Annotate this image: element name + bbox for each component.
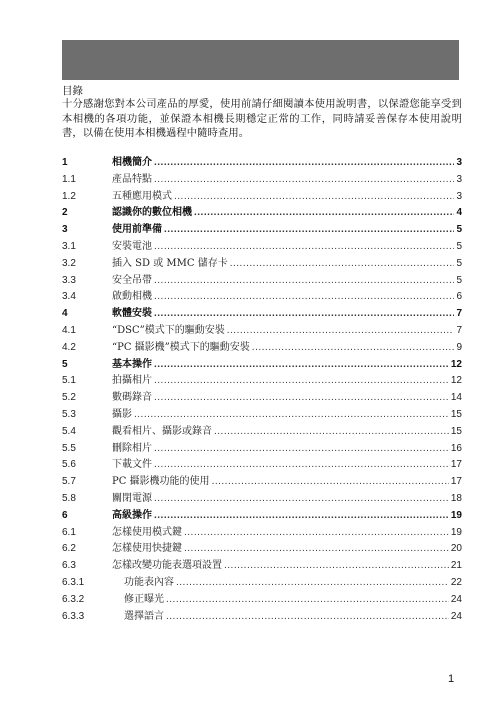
toc-entry-label: 刪除相片: [112, 442, 152, 454]
toc-entry-label: 怎樣使用模式鍵: [112, 526, 182, 538]
toc-dot-leader: [154, 441, 449, 458]
toc-entry[interactable]: [62, 289, 462, 306]
toc-entry-number: 5.7: [62, 476, 76, 488]
intro-paragraph: 十分感謝您對本公司產品的厚愛，使用前請仔細閱讀本使用說明書，以保證您能享受到本相機的各項功能，並保證本相機長期穩定正常的工作，同時請妥善保存本使用說明書，以備在使用本相機過程中隨時查用。: [62, 98, 462, 139]
toc-entry[interactable]: [62, 592, 462, 609]
toc-entry[interactable]: [62, 155, 462, 172]
toc-entry-label: 修正曝光: [124, 593, 164, 605]
toc-entry[interactable]: [62, 525, 462, 542]
toc-title: 目錄: [62, 85, 83, 97]
toc-entry-label: 五種應用模式: [112, 190, 172, 202]
toc-entry-page: 18: [450, 492, 462, 504]
header-bar: [62, 40, 459, 80]
toc-dot-leader: [230, 256, 455, 273]
toc-entry[interactable]: [62, 407, 462, 424]
toc-entry-number: 5.1: [62, 375, 76, 387]
toc-entry[interactable]: [62, 340, 462, 357]
toc-entry-label: 數碼錄音: [112, 392, 152, 404]
toc-entry-page: 4: [456, 207, 462, 219]
toc-entry-label: 軟體安裝: [112, 308, 152, 320]
toc-entry-page: 15: [450, 408, 462, 420]
toc-entry-number: 6: [62, 509, 68, 521]
toc-entry[interactable]: [62, 323, 462, 340]
toc-entry[interactable]: [62, 239, 462, 256]
toc-dot-leader: [154, 239, 454, 256]
toc-entry-page: 17: [450, 476, 462, 488]
toc-entry-page: 6: [456, 291, 462, 303]
toc-dot-leader: [252, 340, 455, 357]
toc-entry-number: 6.3.2: [62, 593, 85, 605]
table-of-contents: [62, 155, 462, 625]
toc-entry-page: 15: [450, 425, 462, 437]
toc-entry-page: 7: [456, 324, 462, 336]
toc-dot-leader: [166, 609, 449, 626]
toc-entry-number: 1.2: [62, 190, 76, 202]
toc-entry-page: 19: [450, 526, 462, 538]
toc-entry-page: 5: [456, 240, 462, 252]
toc-entry-page: 5: [456, 224, 462, 236]
toc-dot-leader: [184, 541, 449, 558]
toc-entry-number: 6.3.3: [62, 610, 85, 622]
toc-entry[interactable]: [62, 441, 462, 458]
toc-dot-leader: [154, 491, 449, 508]
toc-entry-label: PC 攝影機功能的使用: [112, 476, 210, 488]
toc-dot-leader: [154, 289, 454, 306]
toc-dot-leader: [154, 508, 449, 525]
toc-dot-leader: [184, 525, 449, 542]
toc-entry-number: 5.6: [62, 459, 76, 471]
toc-entry-page: 21: [450, 560, 462, 572]
toc-entry-label: 插入 SD 或 MMC 儲存卡: [112, 257, 228, 269]
toc-dot-leader: [176, 575, 449, 592]
toc-entry[interactable]: [62, 474, 462, 491]
toc-entry-number: 2: [62, 207, 68, 219]
toc-entry-label: 觀看相片、攝影或錄音: [112, 425, 212, 437]
toc-entry[interactable]: [62, 457, 462, 474]
toc-entry-label: “DSC”模式下的驅動安裝: [112, 324, 225, 336]
toc-entry-number: 5.8: [62, 492, 76, 504]
toc-entry-page: 22: [450, 576, 462, 588]
toc-entry-label: 怎樣使用快捷鍵: [112, 543, 182, 555]
toc-entry-label: 認識你的數位相機: [112, 207, 192, 219]
toc-entry[interactable]: [62, 357, 462, 374]
toc-entry-page: 12: [450, 375, 462, 387]
toc-entry-number: 4.2: [62, 341, 76, 353]
toc-entry-label: 功能表內容: [124, 576, 174, 588]
toc-entry-page: 19: [450, 509, 462, 521]
toc-entry-label: “PC 攝影機”模式下的驅動安裝: [112, 341, 250, 353]
toc-entry-page: 5: [456, 257, 462, 269]
toc-dot-leader: [154, 357, 449, 374]
toc-entry-label: 安裝電池: [112, 240, 152, 252]
toc-entry-number: 4: [62, 308, 68, 320]
toc-dot-leader: [224, 558, 449, 575]
toc-entry-number: 5: [62, 358, 68, 370]
toc-entry-number: 4.1: [62, 324, 76, 336]
toc-entry-page: 3: [456, 173, 462, 185]
toc-entry-label: 高級操作: [112, 509, 152, 521]
toc-entry[interactable]: [62, 424, 462, 441]
toc-entry[interactable]: [62, 222, 462, 239]
toc-dot-leader: [166, 592, 449, 609]
toc-entry[interactable]: [62, 306, 462, 323]
toc-entry-page: 17: [450, 459, 462, 471]
toc-entry-label: 啟動相機: [112, 291, 152, 303]
toc-dot-leader: [212, 474, 449, 491]
toc-entry-page: 7: [456, 308, 462, 320]
toc-dot-leader: [154, 172, 454, 189]
toc-entry[interactable]: [62, 205, 462, 222]
toc-entry-label: 拍攝相片: [112, 375, 152, 387]
toc-dot-leader: [164, 222, 454, 239]
toc-entry-page: 9: [456, 341, 462, 353]
toc-entry-number: 3.1: [62, 240, 76, 252]
toc-entry-page: 16: [450, 442, 462, 454]
toc-entry-number: 5.4: [62, 425, 76, 437]
toc-dot-leader: [214, 424, 449, 441]
toc-entry-number: 3: [62, 224, 68, 236]
toc-entry[interactable]: [62, 273, 462, 290]
toc-entry[interactable]: [62, 508, 462, 525]
toc-entry-label: 下載文件: [112, 459, 152, 471]
toc-entry-number: 5.2: [62, 392, 76, 404]
toc-entry-label: 怎樣改變功能表選項設置: [112, 560, 222, 572]
toc-entry-page: 14: [450, 392, 462, 404]
toc-entry-number: 3.4: [62, 291, 76, 303]
toc-entry-label: 相機簡介: [112, 157, 152, 168]
toc-entry-label: 關閉電源: [112, 492, 152, 504]
toc-dot-leader: [174, 189, 454, 206]
toc-entry-number: 6.1: [62, 526, 76, 538]
toc-entry-label: 攝影: [112, 408, 132, 420]
toc-entry-page: 3: [456, 157, 462, 168]
toc-entry-number: 5.5: [62, 442, 76, 454]
toc-dot-leader: [154, 273, 454, 290]
toc-dot-leader: [154, 306, 454, 323]
toc-entry[interactable]: [62, 558, 462, 575]
toc-entry-number: 1: [62, 157, 68, 168]
toc-dot-leader: [154, 390, 449, 407]
toc-entry-page: 12: [450, 358, 462, 370]
toc-entry-page: 5: [456, 274, 462, 286]
toc-dot-leader: [194, 205, 454, 222]
toc-entry-page: 24: [450, 593, 462, 605]
toc-entry[interactable]: [62, 390, 462, 407]
toc-entry-page: 24: [450, 610, 462, 622]
toc-entry-label: 選擇語言: [124, 610, 164, 622]
toc-entry-page: 20: [450, 543, 462, 555]
toc-entry[interactable]: [62, 609, 462, 626]
toc-entry-number: 1.1: [62, 173, 76, 185]
toc-entry[interactable]: [62, 256, 462, 273]
toc-entry[interactable]: [62, 541, 462, 558]
toc-entry-number: 5.3: [62, 408, 76, 420]
page-number: 1: [448, 673, 455, 685]
toc-entry[interactable]: [62, 172, 462, 189]
toc-entry-label: 產品特點: [112, 173, 152, 185]
toc-entry[interactable]: [62, 189, 462, 206]
toc-entry-number: 3.3: [62, 274, 76, 286]
toc-dot-leader: [227, 323, 455, 340]
toc-dot-leader: [154, 457, 449, 474]
toc-dot-leader: [154, 155, 454, 172]
toc-entry-label: 基本操作: [112, 358, 152, 370]
toc-entry-number: 6.3.1: [62, 576, 85, 588]
toc-dot-leader: [134, 407, 449, 424]
toc-dot-leader: [154, 373, 449, 390]
toc-entry-number: 3.2: [62, 257, 76, 269]
toc-entry-number: 6.3: [62, 560, 76, 572]
toc-entry-number: 6.2: [62, 543, 76, 555]
toc-entry-page: 3: [456, 190, 462, 202]
toc-entry[interactable]: [62, 491, 462, 508]
toc-entry[interactable]: [62, 575, 462, 592]
toc-entry[interactable]: [62, 373, 462, 390]
toc-entry-label: 使用前準備: [112, 224, 162, 236]
toc-entry-label: 安全吊帶: [112, 274, 152, 286]
